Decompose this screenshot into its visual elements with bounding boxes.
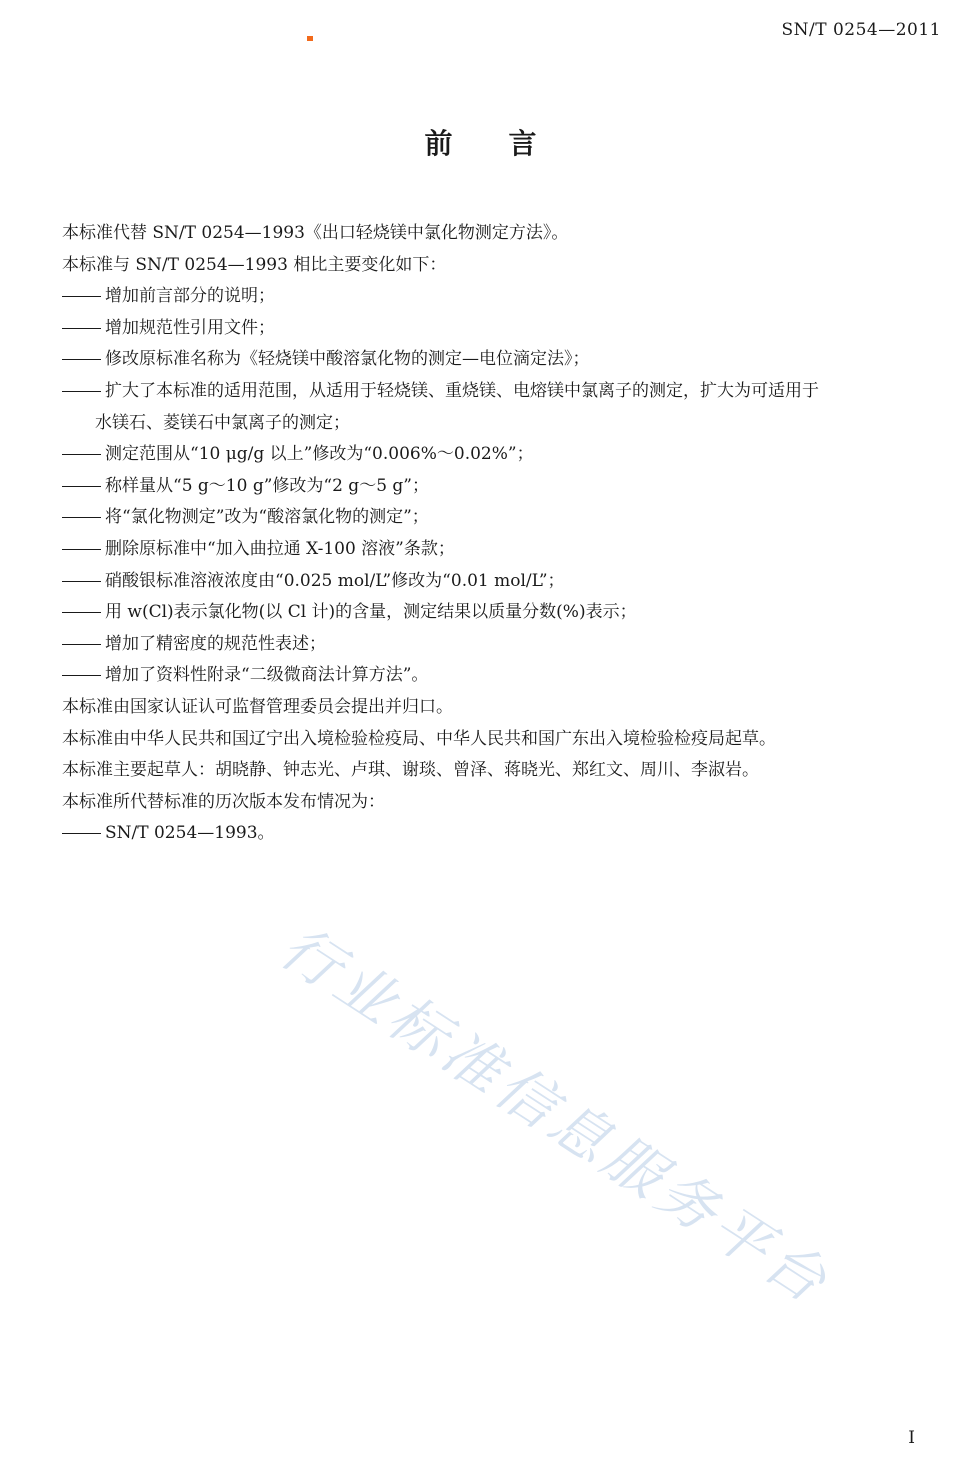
line-text: 测定范围从“10 μg/g 以上”修改为“0.006%～0.02%”； xyxy=(105,444,534,465)
line-text: 本标准与 SN/T 0254—1993 相比主要变化如下： xyxy=(62,254,447,275)
list-item xyxy=(62,471,947,503)
line-text: 增加了精密度的规范性表述； xyxy=(105,633,326,654)
line-text: 本标准主要起草人：胡晓静、钟志光、卢琪、谢琰、曾泽、蒋晓光、郑红文、周川、李淑岩。 xyxy=(62,760,759,781)
em-dash-marker xyxy=(62,471,105,503)
paragraph xyxy=(62,787,947,819)
paragraph xyxy=(62,692,947,724)
em-dash-marker xyxy=(62,597,105,629)
line-text: 本标准代替 SN/T 0254—1993《出口轻烧镁中氯化物测定方法》。 xyxy=(62,223,569,243)
em-dash-marker xyxy=(62,439,105,471)
line-text: 本标准由国家认证认可监督管理委员会提出并归口。 xyxy=(62,696,453,717)
list-item xyxy=(62,534,947,566)
list-item xyxy=(62,660,947,692)
list-item xyxy=(62,566,947,598)
line-text: 本标准所代替标准的历次版本发布情况为： xyxy=(62,791,385,812)
em-dash-marker xyxy=(62,534,105,566)
paragraph xyxy=(62,408,947,440)
list-item xyxy=(62,818,947,850)
em-dash-marker xyxy=(62,344,105,376)
list-item xyxy=(62,597,947,629)
list-item xyxy=(62,344,947,376)
list-item xyxy=(62,313,947,345)
em-dash-marker xyxy=(62,629,105,661)
line-text: 扩大了本标准的适用范围，从适用于轻烧镁、重烧镁、电熔镁中氯离子的测定，扩大为可适用于 xyxy=(105,380,819,401)
line-text: 用 w(Cl)表示氯化物(以 Cl 计)的含量，测定结果以质量分数(%)表示； xyxy=(105,602,637,623)
line-text: 将“氯化物测定”改为“酸溶氯化物的测定”； xyxy=(105,507,429,528)
standard-code: SN/T 0254—2011 xyxy=(781,20,941,40)
em-dash-marker xyxy=(62,818,105,850)
line-text: 水镁石、菱镁石中氯离子的测定； xyxy=(95,412,350,433)
line-text: SN/T 0254—1993。 xyxy=(105,823,275,844)
em-dash-marker xyxy=(62,502,105,534)
paragraph xyxy=(62,250,947,282)
paragraph xyxy=(62,724,947,756)
em-dash-marker xyxy=(62,281,105,313)
watermark: 行业标准信息服务平台 xyxy=(268,912,843,1319)
line-text: 增加规范性引用文件； xyxy=(105,317,275,338)
foreword-body xyxy=(62,218,947,850)
list-item xyxy=(62,281,947,313)
line-text: 增加前言部分的说明； xyxy=(105,286,275,307)
em-dash-marker xyxy=(62,313,105,345)
list-item xyxy=(62,376,947,408)
em-dash-marker xyxy=(62,660,105,692)
em-dash-marker xyxy=(62,566,105,598)
line-text: 称样量从“5 g～10 g”修改为“2 g～5 g”； xyxy=(105,475,429,496)
list-item xyxy=(62,502,947,534)
line-text: 本标准由中华人民共和国辽宁出入境检验检疫局、中华人民共和国广东出入境检验检疫局起草。 xyxy=(62,728,776,749)
paragraph xyxy=(62,755,947,787)
em-dash-marker xyxy=(62,376,105,408)
page-title: 前 言 xyxy=(424,127,537,160)
line-text: 删除原标准中“加入曲拉通 X-100 溶液”条款； xyxy=(105,538,455,559)
list-item xyxy=(62,629,947,661)
line-text: 增加了资料性附录“二级微商法计算方法”。 xyxy=(105,665,429,686)
page-number: I xyxy=(908,1428,915,1448)
line-text: 修改原标准名称为《轻烧镁中酸溶氯化物的测定—电位滴定法》； xyxy=(105,349,590,370)
line-text: 硝酸银标准溶液浓度由“0.025 mol/L”修改为“0.01 mol/L”； xyxy=(105,570,565,591)
paragraph xyxy=(62,218,947,250)
list-item xyxy=(62,439,947,471)
orange-mark xyxy=(307,36,313,41)
